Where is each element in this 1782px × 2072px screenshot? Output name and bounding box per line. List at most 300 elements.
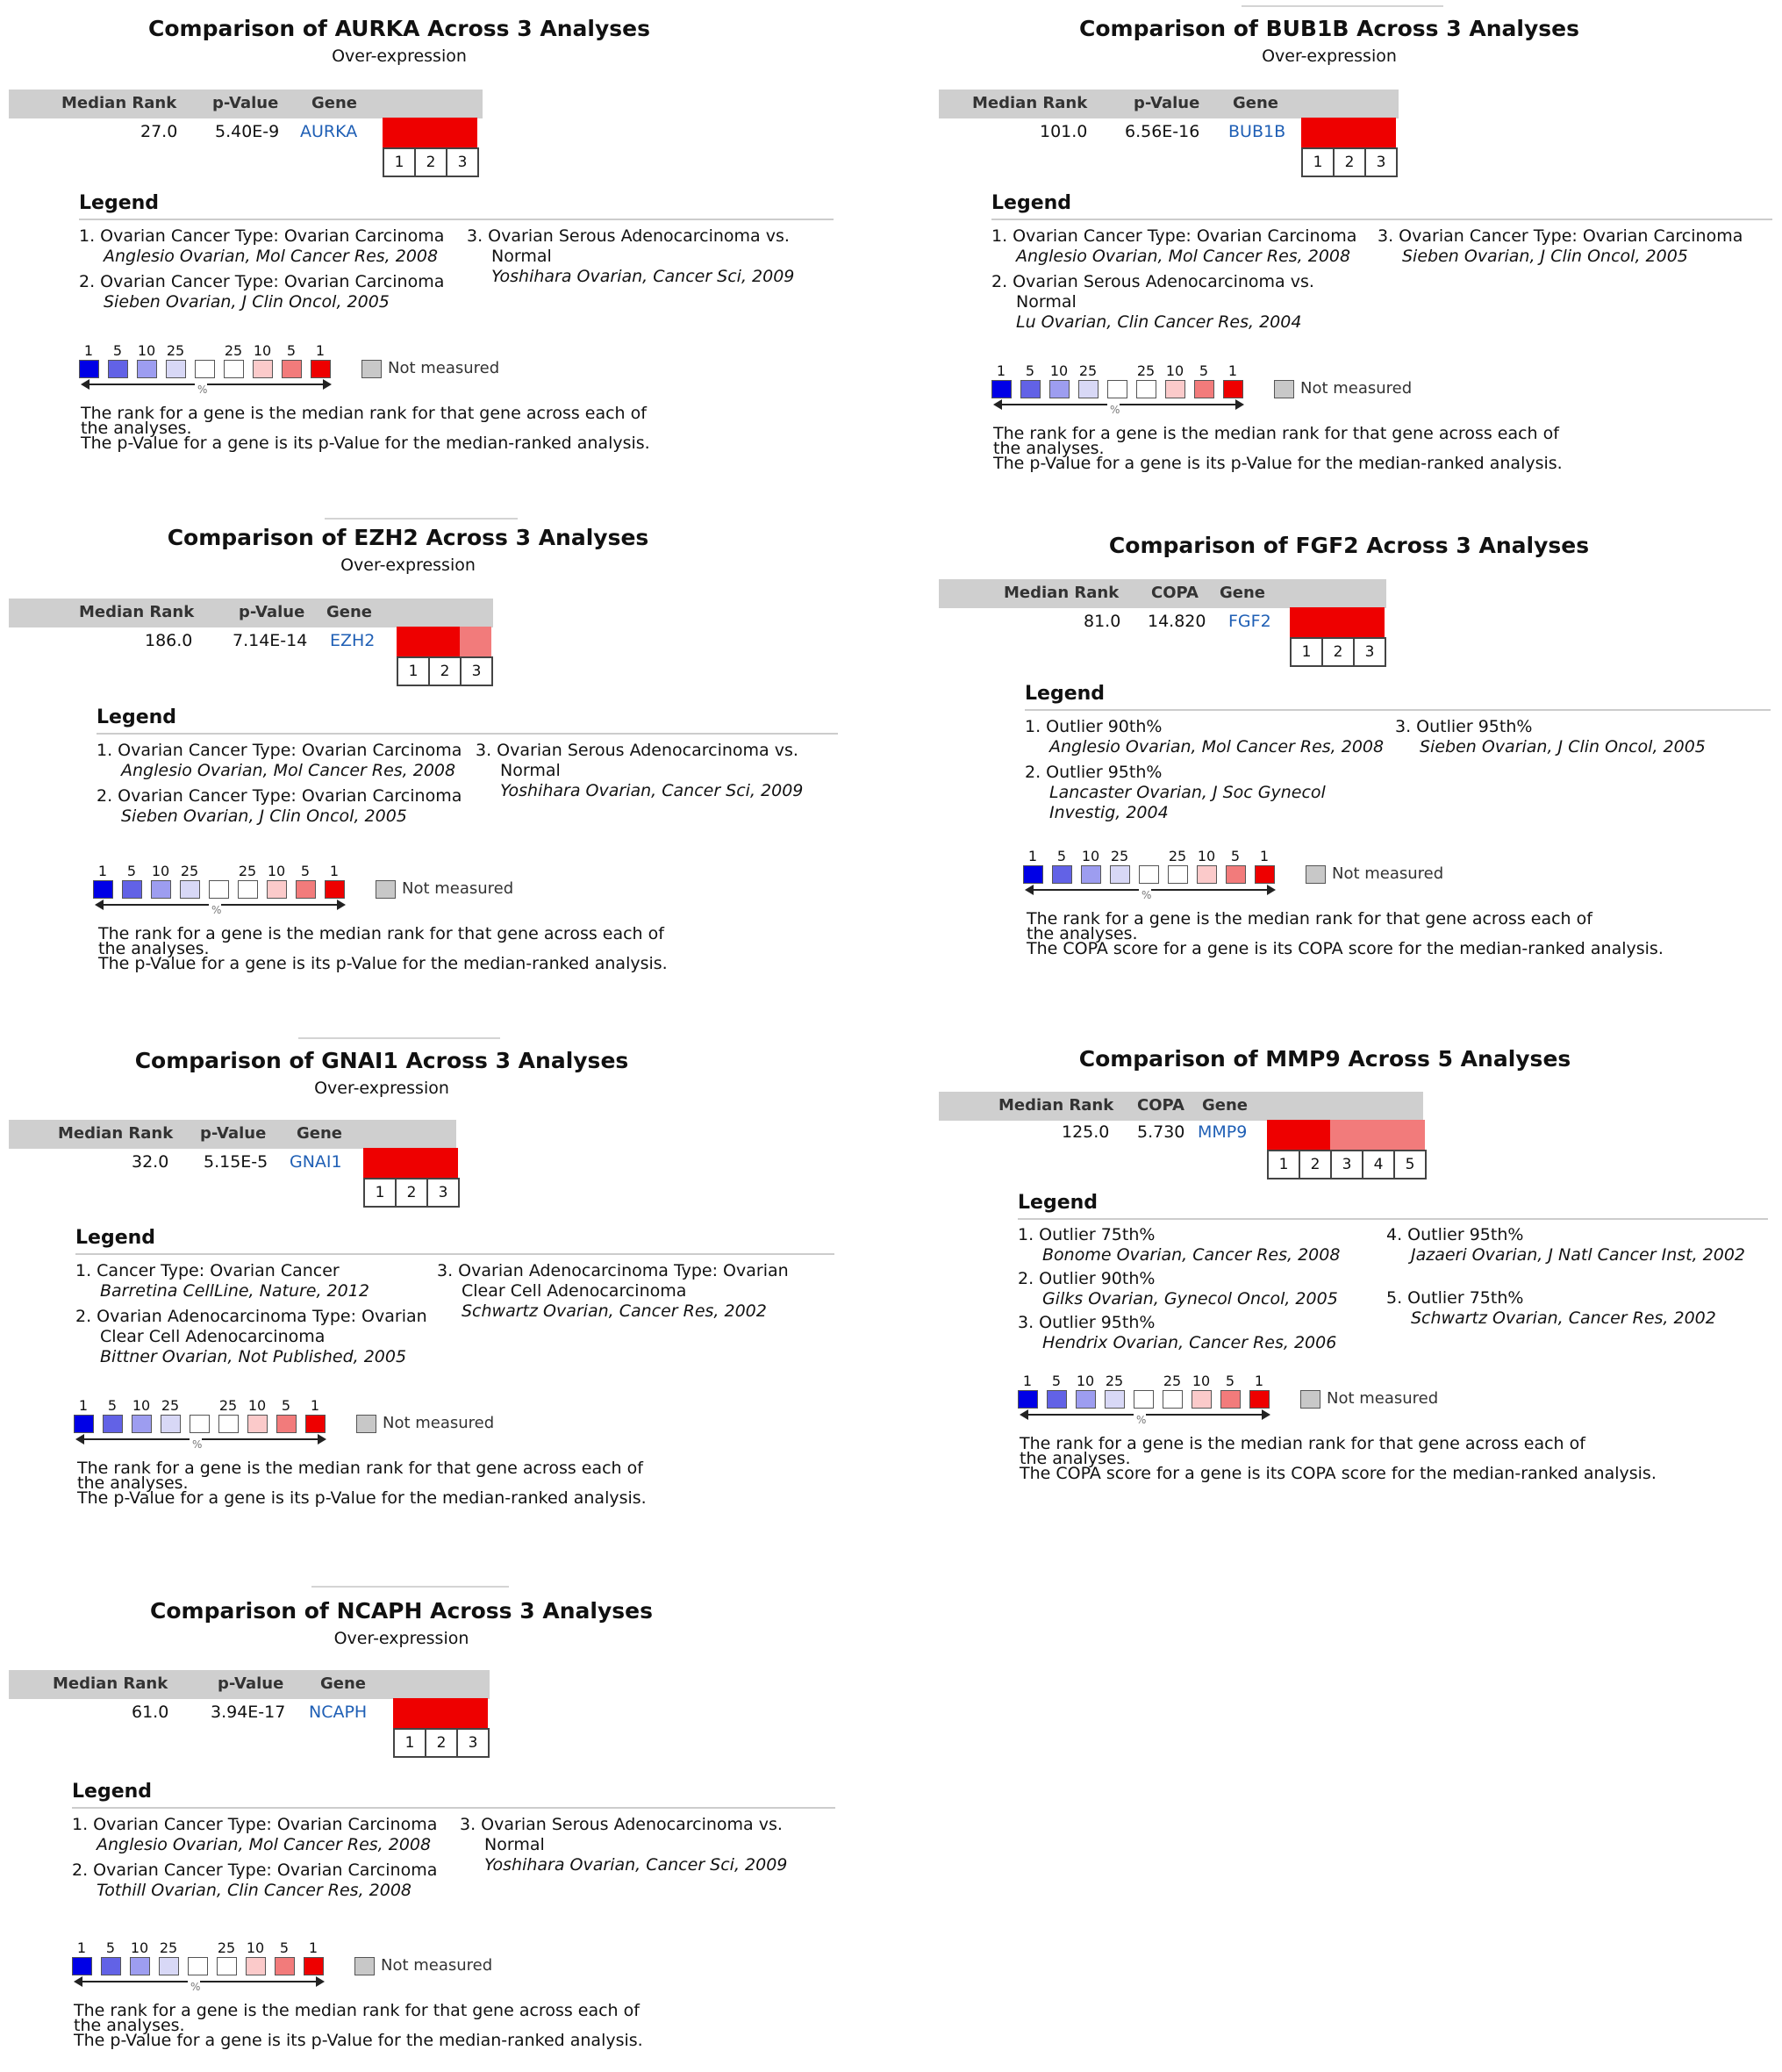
table-header <box>939 579 1386 608</box>
scale-label: 5 <box>112 342 123 359</box>
legend-divider <box>97 733 838 735</box>
header-gene: Gene <box>326 603 373 621</box>
header-gene: Gene <box>311 94 358 112</box>
legend-item-5: 5. Outlier 75th% Schwartz Ovarian, Cancer Res, 2002 <box>1386 1288 1716 1328</box>
scale-label: 1 <box>1254 1373 1264 1389</box>
scale-arrow-right <box>1146 1414 1269 1416</box>
scale-label: 5 <box>279 1939 290 1956</box>
scale-arrow-left <box>1027 889 1139 891</box>
analysis-index: 3 <box>1330 1150 1363 1179</box>
scale-label: 10 <box>132 1397 151 1414</box>
legend-item-2: 2. Outlier 90th% Gilks Ovarian, Gynecol Oncol, 2005 <box>1018 1269 1338 1308</box>
heatmap-cell-5[interactable] <box>1393 1120 1425 1150</box>
scale-swatch <box>1023 865 1043 884</box>
scale-label: 5 <box>286 342 297 359</box>
legend-note: The rank for a gene is the median rank for that gene across each of the analyses. The p-Value for a gene is its p-Value for the median-ranked analysis. <box>74 2001 643 2050</box>
legend-title: Legend <box>79 192 160 214</box>
scale-label: 25 <box>159 1939 178 1956</box>
color-scale <box>991 362 1413 424</box>
table-row <box>9 630 404 656</box>
analysis-index: 2 <box>395 1178 428 1208</box>
scale-arrow-left <box>82 384 195 385</box>
scale-label: 5 <box>1225 1373 1235 1389</box>
analysis-index: 1 <box>1267 1150 1300 1179</box>
analysis-index-row <box>1301 147 1396 177</box>
analysis-index: 1 <box>393 1728 426 1758</box>
scale-label: 10 <box>1192 1373 1211 1389</box>
not-measured-label: Not measured <box>1300 379 1413 398</box>
legend-divider <box>991 219 1772 220</box>
scale-arrow-right <box>202 1438 325 1440</box>
table-header <box>9 599 493 627</box>
scale-label: 1 <box>76 1939 87 1956</box>
median-rank-value: 61.0 <box>132 1703 169 1722</box>
legend-title: Legend <box>72 1781 153 1803</box>
scale-swatch <box>1163 1390 1183 1409</box>
scale-swatch <box>1197 865 1217 884</box>
scale-label: 25 <box>218 1397 238 1414</box>
heatmap-cell-1[interactable] <box>1267 1120 1299 1150</box>
panel-subtitle: Over-expression <box>340 556 476 575</box>
scale-swatch <box>1018 1390 1038 1409</box>
legend-note: The rank for a gene is the median rank for that gene across each of the analyses. The p-Value for a gene is its p-Value for the median-ranked analysis. <box>98 924 668 973</box>
scale-label: 25 <box>161 1397 180 1414</box>
panel-bub1b <box>939 0 1781 491</box>
panel-gnai1 <box>9 1027 851 1518</box>
panel-title: Comparison of MMP9 Across 5 Analyses <box>1078 1046 1571 1072</box>
scale-label: 25 <box>1136 362 1156 379</box>
header-score: p-Value <box>1134 94 1200 112</box>
scale-label: 1 <box>315 342 326 359</box>
not-measured-label: Not measured <box>388 359 500 377</box>
scale-label: 1 <box>1022 1373 1033 1389</box>
header-score: p-Value <box>200 1124 267 1143</box>
median-rank-value: 125.0 <box>1062 1122 1110 1142</box>
header-score: COPA <box>1151 584 1199 602</box>
scale-swatch <box>1076 1390 1096 1409</box>
header-median-rank: Median Rank <box>61 94 177 112</box>
scale-label: 10 <box>151 863 170 879</box>
score-value: 5.730 <box>1137 1122 1185 1142</box>
scale-percent: % <box>1136 1414 1147 1426</box>
scale-swatch <box>1136 380 1156 398</box>
scale-label: 1 <box>97 863 108 879</box>
legend-item-3: 3. Outlier 95th% Sieben Ovarian, J Clin Oncol, 2005 <box>1395 717 1706 756</box>
gene-link[interactable]: BUB1B <box>1228 122 1286 141</box>
heatmap-cell-2[interactable] <box>425 1698 456 1728</box>
header-score: p-Value <box>239 603 305 621</box>
scale-swatch <box>122 880 142 899</box>
analysis-index: 3 <box>426 1178 460 1208</box>
scale-swatch <box>188 1957 208 1975</box>
title-divider <box>1242 5 1443 7</box>
analysis-index-row <box>397 656 491 686</box>
table-header <box>939 90 1399 118</box>
scale-arrow-right <box>221 904 344 906</box>
table-header <box>939 1092 1423 1121</box>
scale-label: 10 <box>130 1939 149 1956</box>
scale-swatch <box>101 1957 121 1975</box>
scale-swatch <box>253 360 273 378</box>
scale-label: 5 <box>1199 362 1209 379</box>
scale-label: 10 <box>267 863 286 879</box>
heatmap-cell-1[interactable] <box>1301 118 1333 147</box>
scale-percent: % <box>211 904 222 916</box>
scale-label: 25 <box>166 342 185 359</box>
scale-label: 10 <box>137 342 156 359</box>
heatmap-cell-1[interactable] <box>1290 607 1321 637</box>
analysis-index-row <box>1267 1150 1425 1179</box>
scale-swatch <box>137 360 157 378</box>
score-value: 5.15E-5 <box>204 1152 268 1172</box>
header-median-rank: Median Rank <box>79 603 195 621</box>
gene-link[interactable]: GNAI1 <box>290 1152 342 1172</box>
panel-title: Comparison of FGF2 Across 3 Analyses <box>1108 533 1590 558</box>
legend-divider <box>1018 1218 1768 1220</box>
analysis-index: 2 <box>1321 637 1355 667</box>
heatmap-cell-3[interactable] <box>1353 607 1385 637</box>
header-gene: Gene <box>320 1674 367 1693</box>
scale-swatch <box>161 1415 181 1433</box>
median-rank-value: 32.0 <box>132 1152 169 1172</box>
scale-swatch <box>1110 865 1130 884</box>
median-rank-value: 81.0 <box>1084 612 1121 631</box>
legend-title: Legend <box>1025 683 1106 705</box>
legend-item-3: 3. Ovarian Serous Adenocarcinoma vs. Normal Yoshihara Ovarian, Cancer Sci, 2009 <box>467 226 795 286</box>
scale-label: 5 <box>1025 362 1035 379</box>
gene-link[interactable]: NCAPH <box>309 1703 368 1722</box>
table-header <box>9 1670 490 1699</box>
scale-swatch <box>217 1957 237 1975</box>
scale-label: 25 <box>224 342 243 359</box>
heatmap-cell-3[interactable] <box>1364 118 1396 147</box>
scale-swatch <box>1134 1390 1154 1409</box>
heatmap-cell-3[interactable] <box>1330 1120 1362 1150</box>
scale-swatch <box>190 1415 210 1433</box>
legend-title: Legend <box>97 706 177 728</box>
scale-label: 5 <box>107 1397 118 1414</box>
scale-arrow-right <box>200 1981 323 1982</box>
legend-item-3: 3. Ovarian Serous Adenocarcinoma vs. Normal Yoshihara Ovarian, Cancer Sci, 2009 <box>460 1815 788 1875</box>
scale-swatch <box>1107 380 1127 398</box>
scale-label: 25 <box>1168 848 1187 864</box>
scale-swatch <box>132 1415 152 1433</box>
scale-swatch <box>1052 865 1072 884</box>
color-scale <box>79 342 500 404</box>
analysis-index: 2 <box>428 656 462 686</box>
analysis-index: 1 <box>397 656 430 686</box>
scale-swatch <box>1194 380 1214 398</box>
legend-title: Legend <box>75 1227 156 1249</box>
analysis-index: 1 <box>383 147 416 177</box>
color-scale <box>93 863 514 924</box>
table-row <box>939 1122 1272 1148</box>
legend-note: The rank for a gene is the median rank for that gene across each of the analyses. The COPA score for a gene is its COPA score for the median-ranked analysis. <box>1027 909 1664 958</box>
color-scale <box>1023 848 1444 909</box>
table-row <box>9 1702 395 1728</box>
scale-percent: % <box>197 384 208 396</box>
header-median-rank: Median Rank <box>1004 584 1120 602</box>
legend-item-1: 1. Ovarian Cancer Type: Ovarian Carcinoma Anglesio Ovarian, Mol Cancer Res, 2008 <box>991 226 1357 266</box>
title-divider <box>298 1037 500 1039</box>
scale-swatch <box>275 1957 295 1975</box>
panel-title: Comparison of AURKA Across 3 Analyses <box>148 16 650 41</box>
scale-swatch <box>1047 1390 1067 1409</box>
scale-arrow-left <box>1021 1414 1134 1416</box>
legend-item-2: 2. Ovarian Cancer Type: Ovarian Carcinoma Sieben Ovarian, J Clin Oncol, 2005 <box>79 272 445 312</box>
scale-label: 1 <box>310 1397 320 1414</box>
table-row <box>9 1151 369 1178</box>
heatmap-row <box>383 118 477 147</box>
scale-swatch <box>991 380 1012 398</box>
legend-divider <box>72 1807 835 1809</box>
median-rank-value: 101.0 <box>1040 122 1088 141</box>
scale-swatch <box>93 880 113 899</box>
scale-arrow-right <box>1151 889 1274 891</box>
scale-swatch <box>305 1415 326 1433</box>
scale-swatch <box>224 360 244 378</box>
heatmap-cell-3[interactable] <box>456 1698 488 1728</box>
not-measured-swatch <box>1274 380 1294 398</box>
heatmap-row <box>363 1148 458 1178</box>
scale-label: 1 <box>996 362 1006 379</box>
heatmap-cell-1[interactable] <box>383 118 414 147</box>
panel-ncaph <box>9 1575 851 2067</box>
scale-label: 10 <box>1197 848 1216 864</box>
analysis-index: 3 <box>460 656 493 686</box>
analysis-index: 3 <box>1353 637 1386 667</box>
scale-swatch <box>1105 1390 1125 1409</box>
scale-label: 5 <box>281 1397 291 1414</box>
scale-percent: % <box>192 1438 203 1451</box>
legend-item-3: 3. Outlier 95th% Hendrix Ovarian, Cancer Res, 2006 <box>1018 1313 1337 1352</box>
title-divider <box>311 1586 509 1588</box>
scale-swatch <box>276 1415 297 1433</box>
scale-swatch <box>79 360 99 378</box>
not-measured-label: Not measured <box>381 1956 493 1975</box>
scale-label: 25 <box>1078 362 1098 379</box>
gene-link[interactable]: MMP9 <box>1198 1122 1248 1142</box>
scale-swatch <box>1255 865 1275 884</box>
scale-label: 10 <box>1081 848 1100 864</box>
header-median-rank: Median Rank <box>58 1124 174 1143</box>
legend-item-1: 1. Cancer Type: Ovarian Cancer Barretina CellLine, Nature, 2012 <box>75 1261 369 1301</box>
legend-divider <box>75 1253 834 1255</box>
gene-link[interactable]: FGF2 <box>1228 612 1271 631</box>
scale-swatch <box>325 880 345 899</box>
scale-label: 25 <box>1163 1373 1182 1389</box>
scale-label: 10 <box>246 1939 265 1956</box>
not-measured-label: Not measured <box>1327 1389 1439 1408</box>
scale-label: 1 <box>329 863 340 879</box>
legend-note: The rank for a gene is the median rank for that gene across each of the analyses. The p-Value for a gene is its p-Value for the median-ranked analysis. <box>81 404 650 453</box>
median-rank-value: 186.0 <box>145 631 193 650</box>
panel-aurka <box>9 0 851 491</box>
header-median-rank: Median Rank <box>53 1674 168 1693</box>
scale-swatch <box>1081 865 1101 884</box>
scale-label: 25 <box>1105 1373 1124 1389</box>
heatmap-cell-1[interactable] <box>393 1698 425 1728</box>
scale-arrow-right <box>1120 404 1242 405</box>
color-scale <box>74 1397 495 1459</box>
scale-label: 10 <box>1049 362 1069 379</box>
legend-item-1: 1. Ovarian Cancer Type: Ovarian Carcinoma Anglesio Ovarian, Mol Cancer Res, 2008 <box>97 741 462 780</box>
not-measured-label: Not measured <box>402 879 514 898</box>
legend-item-3: 3. Ovarian Cancer Type: Ovarian Carcinoma Sieben Ovarian, J Clin Oncol, 2005 <box>1378 226 1743 266</box>
analysis-index: 1 <box>363 1178 397 1208</box>
legend-item-2: 2. Ovarian Adenocarcinoma Type: Ovarian Clear Cell Adenocarcinoma Bittner Ovarian, Not Published, 2005 <box>75 1307 427 1366</box>
header-median-rank: Median Rank <box>998 1096 1114 1115</box>
scale-arrow-left <box>77 1438 190 1440</box>
scale-swatch <box>267 880 287 899</box>
heatmap-row <box>1267 1120 1425 1150</box>
panel-title: Comparison of GNAI1 Across 3 Analyses <box>134 1048 629 1073</box>
legend-note: The rank for a gene is the median rank for that gene across each of the analyses. The COPA score for a gene is its COPA score for the median-ranked analysis. <box>1020 1434 1657 1483</box>
header-gene: Gene <box>1202 1096 1249 1115</box>
score-value: 14.820 <box>1148 612 1206 631</box>
heatmap-cell-1[interactable] <box>397 627 428 656</box>
heatmap-cell-3[interactable] <box>446 118 477 147</box>
scale-swatch <box>1192 1390 1212 1409</box>
scale-label: 5 <box>105 1939 116 1956</box>
legend-title: Legend <box>1018 1192 1099 1214</box>
heatmap-cell-3[interactable] <box>426 1148 458 1178</box>
scale-swatch <box>218 1415 239 1433</box>
score-value: 5.40E-9 <box>215 122 280 141</box>
table-row <box>939 121 1307 147</box>
legend-title: Legend <box>991 192 1072 214</box>
scale-percent: % <box>190 1981 201 1993</box>
heatmap-cell-2[interactable] <box>1333 118 1364 147</box>
scale-label: 1 <box>1027 848 1038 864</box>
heatmap-cell-2[interactable] <box>428 627 460 656</box>
legend-note: The rank for a gene is the median rank for that gene across each of the analyses. The p-Value for a gene is its p-Value for the median-ranked analysis. <box>77 1459 647 1508</box>
score-value: 3.94E-17 <box>211 1703 286 1722</box>
header-median-rank: Median Rank <box>972 94 1088 112</box>
not-measured-swatch <box>376 880 396 899</box>
legend-item-2: 2. Outlier 95th% Lancaster Ovarian, J Soc Gynecol Investig, 2004 <box>1025 763 1326 822</box>
table-header <box>9 1120 456 1149</box>
scale-swatch <box>282 360 302 378</box>
legend-note: The rank for a gene is the median rank for that gene across each of the analyses. The p-Value for a gene is its p-Value for the median-ranked analysis. <box>993 424 1563 473</box>
analysis-index: 3 <box>446 147 479 177</box>
panel-subtitle: Over-expression <box>332 47 467 66</box>
legend-item-2: 2. Ovarian Cancer Type: Ovarian Carcinoma Sieben Ovarian, J Clin Oncol, 2005 <box>97 786 462 826</box>
scale-arrow-left <box>75 1981 188 1982</box>
not-measured-swatch <box>1300 1390 1320 1409</box>
analysis-index-row <box>383 147 477 177</box>
analysis-index: 2 <box>1333 147 1366 177</box>
median-rank-value: 27.0 <box>140 122 178 141</box>
scale-swatch <box>1226 865 1246 884</box>
not-measured-label: Not measured <box>383 1414 495 1432</box>
scale-swatch <box>159 1957 179 1975</box>
analysis-index: 5 <box>1393 1150 1427 1179</box>
scale-swatch <box>151 880 171 899</box>
scale-label: 1 <box>1227 362 1238 379</box>
table-row <box>939 611 1290 637</box>
gene-link[interactable]: AURKA <box>300 122 358 141</box>
scale-swatch <box>238 880 258 899</box>
score-value: 7.14E-14 <box>233 631 308 650</box>
scale-label: 5 <box>1051 1373 1062 1389</box>
scale-arrow-left <box>97 904 209 906</box>
panel-subtitle: Over-expression <box>333 1629 469 1648</box>
analysis-index: 4 <box>1362 1150 1395 1179</box>
scale-swatch <box>1078 380 1099 398</box>
heatmap-cell-2[interactable] <box>1299 1120 1330 1150</box>
analysis-index: 2 <box>1299 1150 1332 1179</box>
legend-item-1: 1. Outlier 75th% Bonome Ovarian, Cancer Res, 2008 <box>1018 1225 1341 1265</box>
not-measured-swatch <box>361 360 382 378</box>
legend-divider <box>1025 709 1771 711</box>
scale-swatch <box>311 360 331 378</box>
gene-link[interactable]: EZH2 <box>330 631 376 650</box>
heatmap-row <box>393 1698 488 1728</box>
heatmap-cell-4[interactable] <box>1362 1120 1393 1150</box>
header-gene: Gene <box>297 1124 343 1143</box>
scale-label: 1 <box>1259 848 1270 864</box>
scale-label: 1 <box>308 1939 318 1956</box>
table-row <box>9 121 395 147</box>
heatmap-row <box>1290 607 1385 637</box>
heatmap-cell-3[interactable] <box>460 627 491 656</box>
scale-swatch <box>1165 380 1185 398</box>
scale-swatch <box>166 360 186 378</box>
legend-item-2: 2. Ovarian Serous Adenocarcinoma vs. Normal Lu Ovarian, Clin Cancer Res, 2004 <box>991 272 1314 332</box>
not-measured-swatch <box>1306 865 1326 884</box>
heatmap-cell-2[interactable] <box>395 1148 426 1178</box>
scale-swatch <box>1223 380 1243 398</box>
heatmap-row <box>1301 118 1396 147</box>
scale-swatch <box>247 1415 268 1433</box>
header-score: COPA <box>1137 1096 1184 1115</box>
scale-swatch <box>195 360 215 378</box>
scale-label: 10 <box>247 1397 267 1414</box>
panel-title: Comparison of EZH2 Across 3 Analyses <box>167 525 649 550</box>
scale-swatch <box>180 880 200 899</box>
scale-label: 5 <box>1230 848 1241 864</box>
scale-swatch <box>296 880 316 899</box>
heatmap-row <box>397 627 491 656</box>
analysis-index: 2 <box>414 147 447 177</box>
legend-item-3: 3. Ovarian Adenocarcinoma Type: Ovarian Clear Cell Adenocarcinoma Schwartz Ovarian, Cancer Res, 2002 <box>437 1261 789 1321</box>
heatmap-cell-1[interactable] <box>363 1148 395 1178</box>
color-scale <box>1018 1373 1439 1434</box>
not-measured-label: Not measured <box>1332 864 1444 883</box>
heatmap-cell-2[interactable] <box>414 118 446 147</box>
scale-arrow-left <box>995 404 1107 405</box>
scale-label: 5 <box>1056 848 1067 864</box>
panel-subtitle: Over-expression <box>314 1079 449 1098</box>
panel-subtitle: Over-expression <box>1262 47 1397 66</box>
scale-arrow-right <box>207 384 330 385</box>
scale-label: 10 <box>253 342 272 359</box>
analysis-index: 3 <box>456 1728 490 1758</box>
scale-swatch <box>209 880 229 899</box>
heatmap-cell-2[interactable] <box>1321 607 1353 637</box>
scale-swatch <box>130 1957 150 1975</box>
legend-item-1: 1. Ovarian Cancer Type: Ovarian Carcinoma Anglesio Ovarian, Mol Cancer Res, 2008 <box>79 226 445 266</box>
analysis-index: 2 <box>425 1728 458 1758</box>
scale-label: 1 <box>78 1397 89 1414</box>
scale-label: 5 <box>300 863 311 879</box>
analysis-index-row <box>1290 637 1385 667</box>
scale-label: 1 <box>83 342 94 359</box>
analysis-index-row <box>363 1178 458 1208</box>
panel-title: Comparison of NCAPH Across 3 Analyses <box>150 1598 653 1624</box>
color-scale <box>72 1939 493 2001</box>
